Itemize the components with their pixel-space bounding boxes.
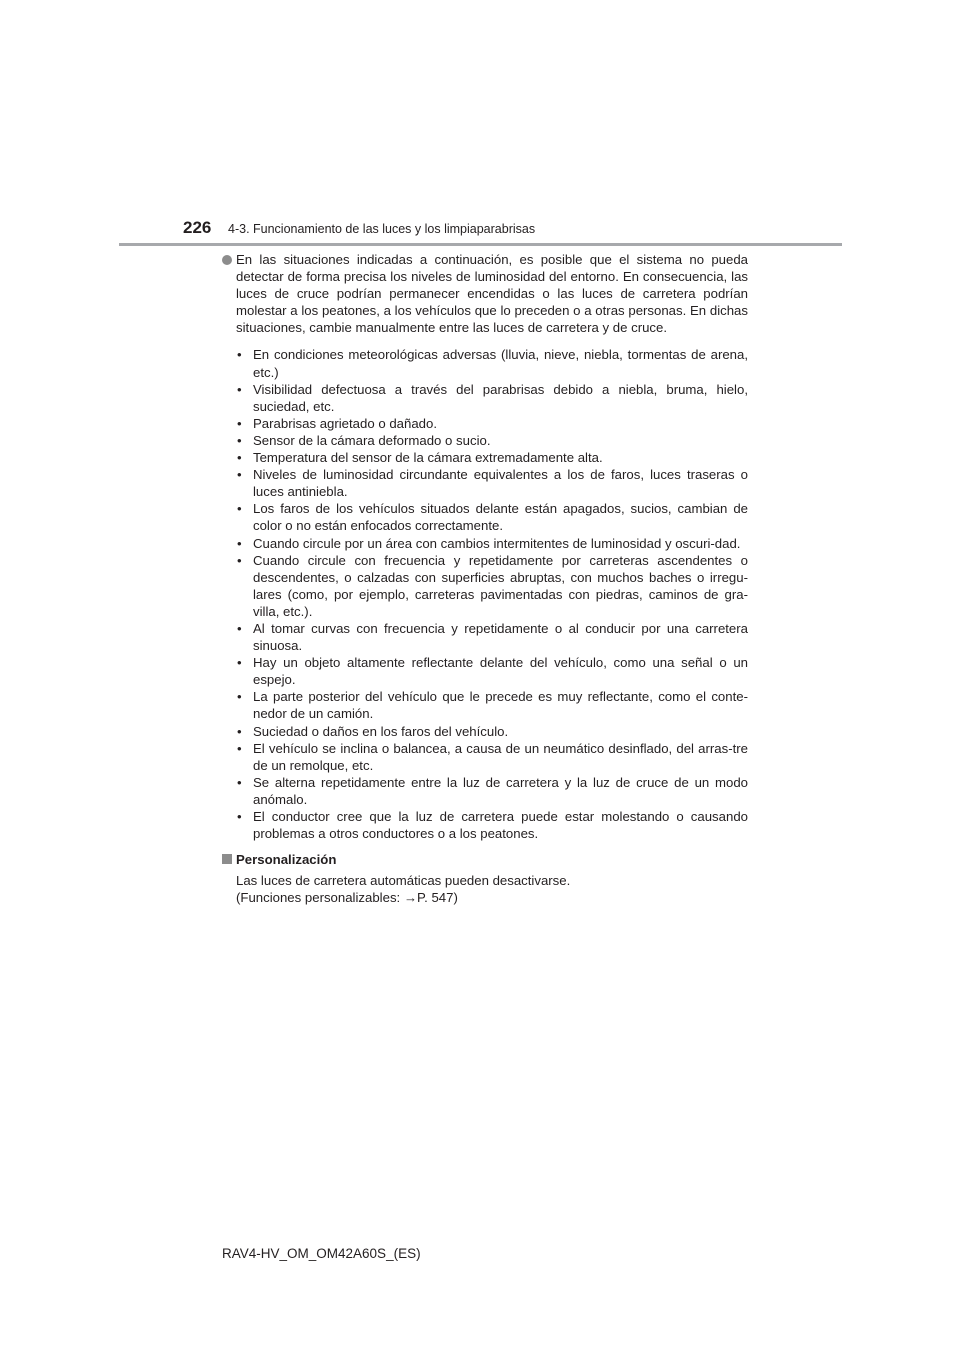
personalization-heading-text: Personalización (236, 852, 337, 868)
personalization-line-1: Las luces de carretera automáticas pueden desactivarse. (236, 873, 571, 889)
list-item: • La parte posterior del vehículo que le precede es muy reflectante, como el conte-nedor de un camión. (237, 688, 748, 722)
page-number: 226 (183, 218, 212, 237)
main-content (222, 251, 748, 906)
condition-list (222, 346, 748, 842)
personalization-body (222, 872, 748, 906)
list-item: • Los faros de los vehículos situados delante están apagados, sucios, cambian de color o no están enfocados correctamente. (237, 500, 748, 534)
list-item: • El conductor cree que la luz de carretera puede estar molestando o causando problemas a otros conductores o a los peatones. (237, 808, 748, 842)
list-item: • Al tomar curvas con frecuencia y repetidamente o al conducir por una carretera sinuosa. (237, 620, 748, 654)
list-item: • Cuando circule con frecuencia y repetidamente por carreteras ascendentes o descendentes, o calzadas con superficies abruptas, con muchos baches o irregu-lares (como, por ejemplo, carreteras pavimentadas con piedras, caminos de gra-villa, etc.). (237, 552, 748, 620)
list-item: • El vehículo se inclina o balancea, a causa de un neumático desinflado, del arras-tre de un remolque, etc. (237, 740, 748, 774)
list-item: • Parabrisas agrietado o dañado. (237, 415, 748, 432)
footer-document-code: RAV4-HV_OM_OM42A60S_(ES) (222, 1246, 421, 1261)
personalization-line-2: (Funciones personalizables: →P. 547) (236, 890, 458, 906)
list-item: • Hay un objeto altamente reflectante delante del vehículo, como una señal o un espejo. (237, 654, 748, 688)
personalization-heading (222, 851, 748, 868)
circle-bullet-icon (222, 255, 232, 265)
list-item: • En condiciones meteorológicas adversas (lluvia, nieve, niebla, tormentas de arena, etc.) (237, 346, 748, 380)
list-item: • Cuando circule por un área con cambios intermitentes de luminosidad y oscuri-dad. (237, 535, 748, 552)
lead-paragraph (222, 251, 748, 336)
list-item: • Se alterna repetidamente entre la luz de carretera y la luz de cruce de un modo anómalo. (237, 774, 748, 808)
header-rule (119, 243, 842, 246)
list-item: • Visibilidad defectuosa a través del parabrisas debido a niebla, bruma, hielo, suciedad, etc. (237, 381, 748, 415)
list-item: • Sensor de la cámara deformado o sucio. (237, 432, 748, 449)
square-bullet-icon (222, 854, 232, 864)
list-item: • Suciedad o daños en los faros del vehículo. (237, 723, 748, 740)
list-item: • Niveles de luminosidad circundante equivalentes a los de faros, luces traseras o luces antiniebla. (237, 466, 748, 500)
lead-text: En las situaciones indicadas a continuación, es posible que el sistema no pueda detectar de forma precisa los niveles de luminosidad del entorno. En consecuencia, las luces de cruce podrían permanecer encendidas o las luces de carretera podrían molestar a los peatones, a los vehículos que lo preceden o a otras personas. En dichas situaciones, cambie manualmente entre las luces de carretera y de cruce. (236, 252, 748, 336)
section-title: 4-3. Funcionamiento de las luces y los limpiaparabrisas (228, 222, 536, 236)
list-item: • Temperatura del sensor de la cámara extremadamente alta. (237, 449, 748, 466)
